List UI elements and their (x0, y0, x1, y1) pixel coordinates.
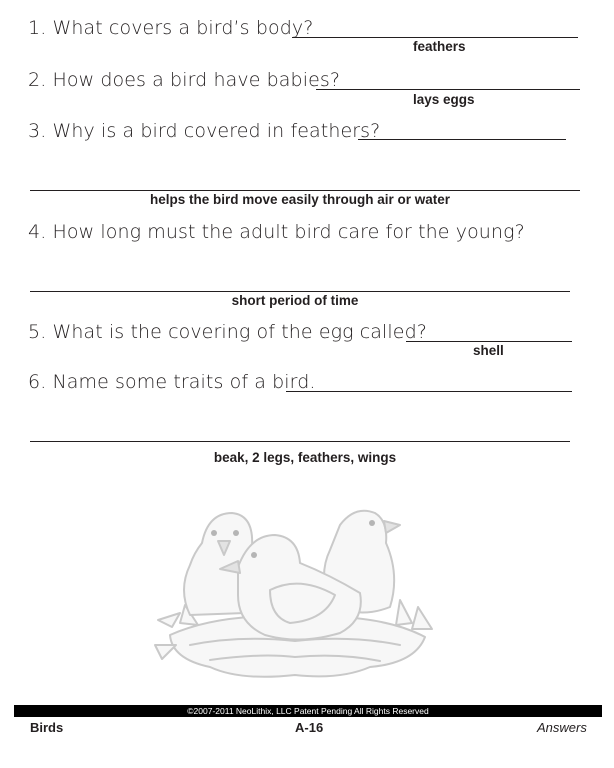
question-4-text: 4. How long must the adult bird care for the young? (28, 221, 525, 243)
question-3-text: 3. Why is a bird covered in feathers? (28, 120, 381, 142)
question-5-text: 5. What is the covering of the egg called? (28, 321, 427, 343)
section-label: Answers (537, 720, 587, 735)
answer-1: feathers (413, 39, 466, 54)
page-number: A-16 (295, 720, 324, 735)
question-2-text: 2. How does a bird have babies? (28, 69, 341, 91)
answer-line-5 (406, 341, 572, 342)
answer-line-3a (358, 139, 566, 140)
birds-nest-illustration (150, 495, 440, 695)
answer-4: short period of time (231, 293, 359, 308)
answer-line-4 (30, 291, 570, 292)
question-1-text: 1. What covers a bird’s body? (28, 17, 314, 39)
subject-label: Birds (30, 720, 64, 735)
answer-3: helps the bird move easily through air or water (149, 192, 451, 207)
copyright-bar: ©2007-2011 NeoLithix, LLC Patent Pending All Rights Reserved (14, 705, 602, 717)
answer-line-6b (30, 441, 570, 442)
answer-line-3b (30, 190, 580, 191)
answer-2: lays eggs (413, 92, 475, 107)
answer-6: beak, 2 legs, feathers, wings (213, 450, 397, 465)
answer-line-6a (286, 391, 572, 392)
answer-line-2 (316, 89, 580, 90)
question-6-text: 6. Name some traits of a bird. (28, 371, 316, 393)
answer-line-1 (292, 37, 578, 38)
answer-5: shell (473, 343, 504, 358)
